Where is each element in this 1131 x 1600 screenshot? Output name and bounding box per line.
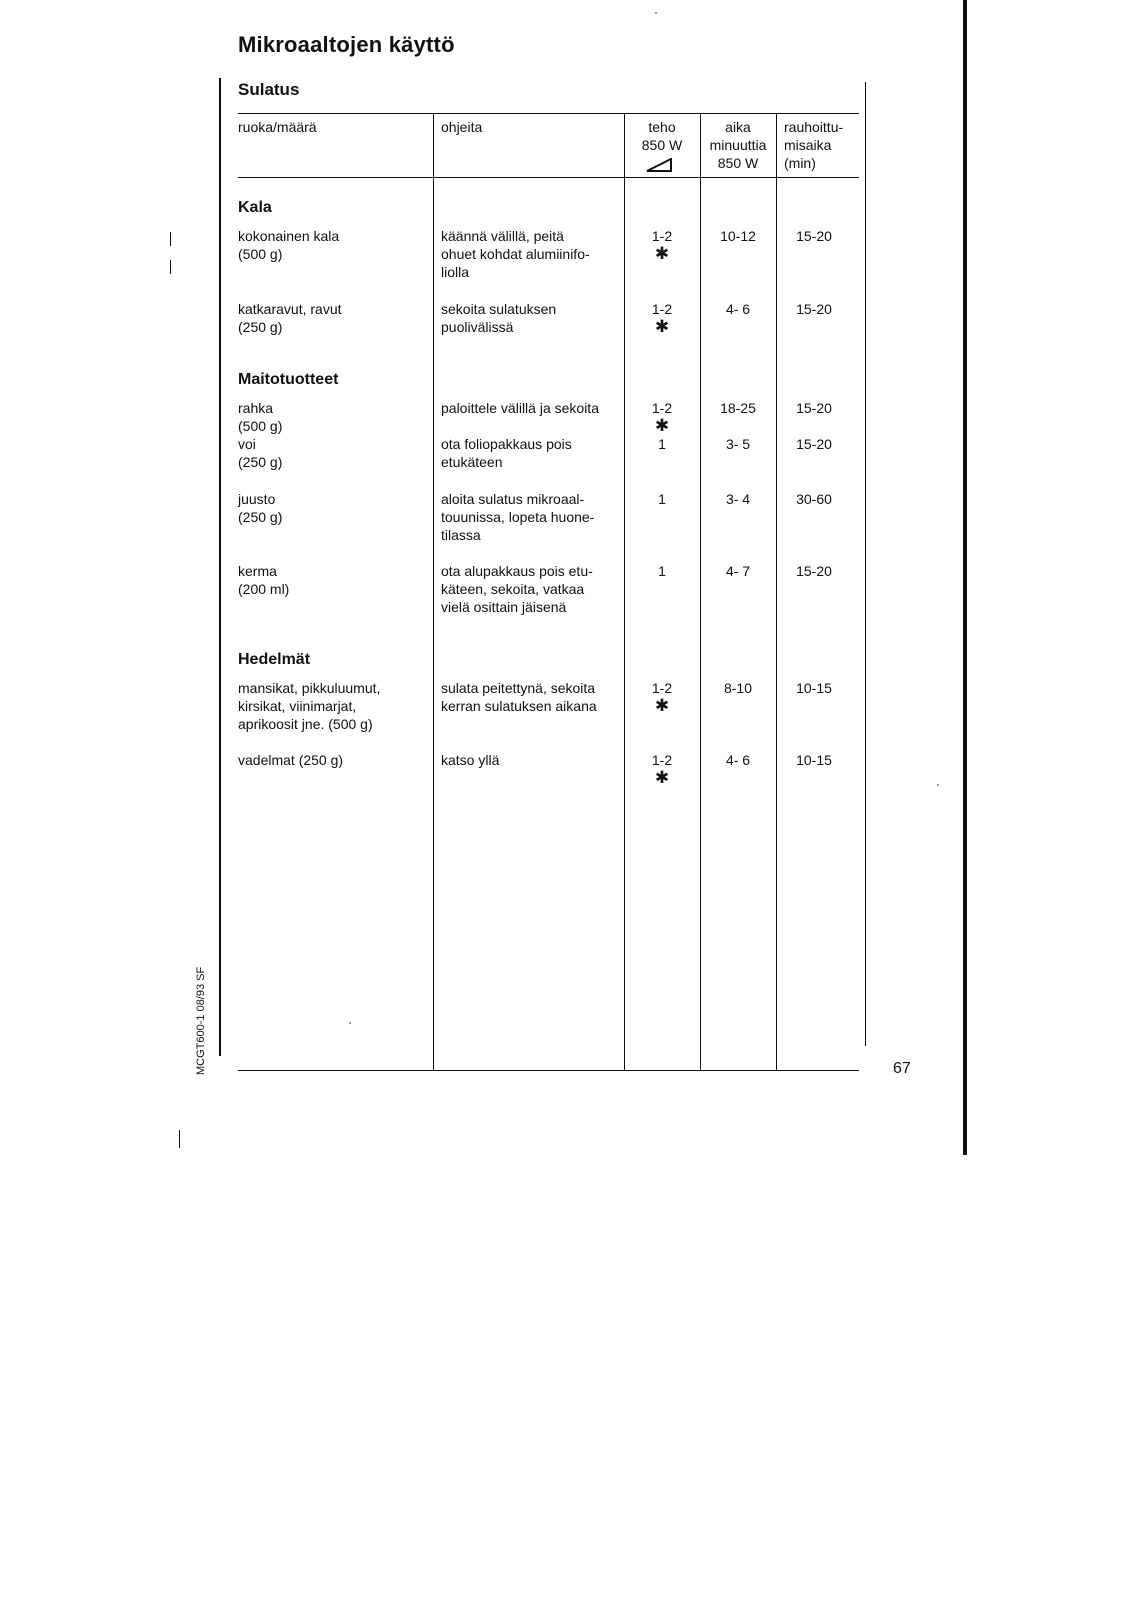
table-row-instructions: sulata peitettynä, sekoita kerran sulatuksen aikana bbox=[441, 680, 597, 714]
table-row-power: 1 bbox=[658, 563, 666, 579]
column-divider-1 bbox=[433, 113, 434, 1070]
snowflake-defrost-icon: ✱ bbox=[654, 317, 670, 336]
table-row-instructions: käännä välillä, peitä ohuet kohdat alumiinifo- liolla bbox=[441, 228, 590, 280]
page-number: 67 bbox=[893, 1060, 911, 1077]
table-row-food: rahka (500 g) bbox=[238, 400, 283, 434]
header-rest: rauhoittu- misaika (min) bbox=[784, 119, 844, 171]
table-row-rest: 15-20 bbox=[796, 228, 832, 244]
table-bottom-rule bbox=[238, 1070, 859, 1071]
table-row-rest: 10-15 bbox=[796, 752, 832, 768]
snowflake-defrost-icon: ✱ bbox=[654, 696, 670, 715]
table-row-food: mansikat, pikkuluumut, kirsikat, viinimarjat, aprikoosit jne. (500 g) bbox=[238, 680, 381, 732]
table-row-instructions: ota alupakkaus pois etu- käteen, sekoita, vatkaa vielä osittain jäisenä bbox=[441, 563, 593, 615]
table-row-instructions: ota foliopakkaus pois etukäteen bbox=[441, 436, 572, 470]
left-margin-line bbox=[219, 78, 221, 1056]
table-row-food: kokonainen kala (500 g) bbox=[238, 228, 340, 262]
table-row-rest: 30-60 bbox=[796, 491, 832, 507]
table-row-rest: 15-20 bbox=[796, 436, 832, 452]
header-power: teho 850 W bbox=[641, 119, 683, 153]
table-row-time: 18-25 bbox=[720, 400, 756, 416]
table-row-rest: 15-20 bbox=[796, 400, 832, 416]
section-title: Sulatus bbox=[238, 80, 300, 99]
power-level-icon bbox=[646, 158, 672, 177]
table-row-rest: 15-20 bbox=[796, 563, 832, 579]
table-row-power: 1 bbox=[658, 436, 666, 452]
table-row-food: katkaravut, ravut (250 g) bbox=[238, 301, 342, 335]
table-row-time: 3- 4 bbox=[725, 491, 751, 507]
header-food: ruoka/määrä bbox=[238, 119, 317, 135]
table-row-power: 1-2 bbox=[651, 752, 673, 768]
table-row-instructions: katso yllä bbox=[441, 752, 500, 768]
scan-speck bbox=[937, 784, 939, 786]
table-row-power: 1 bbox=[658, 491, 666, 507]
page-edge-line bbox=[963, 0, 967, 1155]
snowflake-defrost-icon: ✱ bbox=[654, 244, 670, 263]
column-divider-4 bbox=[776, 113, 777, 1070]
table-row-time: 4- 6 bbox=[725, 752, 751, 768]
table-top-rule bbox=[238, 113, 859, 114]
table-row-time: 4- 7 bbox=[725, 563, 751, 579]
group-title-kala: Kala bbox=[238, 199, 272, 216]
table-row-instructions: aloita sulatus mikroaal- touunissa, lopeta huone- tilassa bbox=[441, 491, 595, 543]
column-divider-2 bbox=[624, 113, 625, 1070]
table-row-food: juusto (250 g) bbox=[238, 491, 283, 525]
table-row-time: 8-10 bbox=[723, 680, 753, 696]
document-code: MCGT600-1 08/93 SF bbox=[195, 966, 207, 1075]
left-tick-2 bbox=[170, 260, 171, 274]
table-row-power: 1-2 bbox=[651, 400, 673, 416]
table-row-power: 1-2 bbox=[651, 228, 673, 244]
table-row-rest: 15-20 bbox=[796, 301, 832, 317]
scan-speck bbox=[655, 12, 657, 14]
table-row-time: 10-12 bbox=[720, 228, 756, 244]
left-tick-1 bbox=[170, 232, 171, 246]
table-row-food: vadelmat (250 g) bbox=[238, 752, 344, 768]
header-instructions: ohjeita bbox=[441, 119, 483, 135]
group-title-hedelmat: Hedelmät bbox=[238, 651, 311, 668]
header-time: aika minuuttia 850 W bbox=[709, 119, 767, 171]
page-title: Mikroaaltojen käyttö bbox=[238, 32, 455, 57]
table-row-power: 1-2 bbox=[651, 680, 673, 696]
table-row-instructions: paloittele välillä ja sekoita bbox=[441, 400, 599, 416]
table-row-food: kerma (200 ml) bbox=[238, 563, 290, 597]
right-margin-line bbox=[865, 82, 866, 1046]
table-row-time: 4- 6 bbox=[725, 301, 751, 317]
table-row-food: voi (250 g) bbox=[238, 436, 283, 470]
scan-speck bbox=[349, 1022, 351, 1024]
snowflake-defrost-icon: ✱ bbox=[654, 416, 670, 435]
table-row-power: 1-2 bbox=[651, 301, 673, 317]
table-header-rule bbox=[238, 177, 859, 178]
left-tick-3 bbox=[179, 1130, 180, 1148]
table-row-instructions: sekoita sulatuksen puolivälissä bbox=[441, 301, 557, 335]
snowflake-defrost-icon: ✱ bbox=[654, 768, 670, 787]
column-divider-3 bbox=[700, 113, 701, 1070]
table-row-time: 3- 5 bbox=[725, 436, 751, 452]
group-title-maitotuotteet: Maitotuotteet bbox=[238, 371, 339, 388]
table-row-rest: 10-15 bbox=[796, 680, 832, 696]
